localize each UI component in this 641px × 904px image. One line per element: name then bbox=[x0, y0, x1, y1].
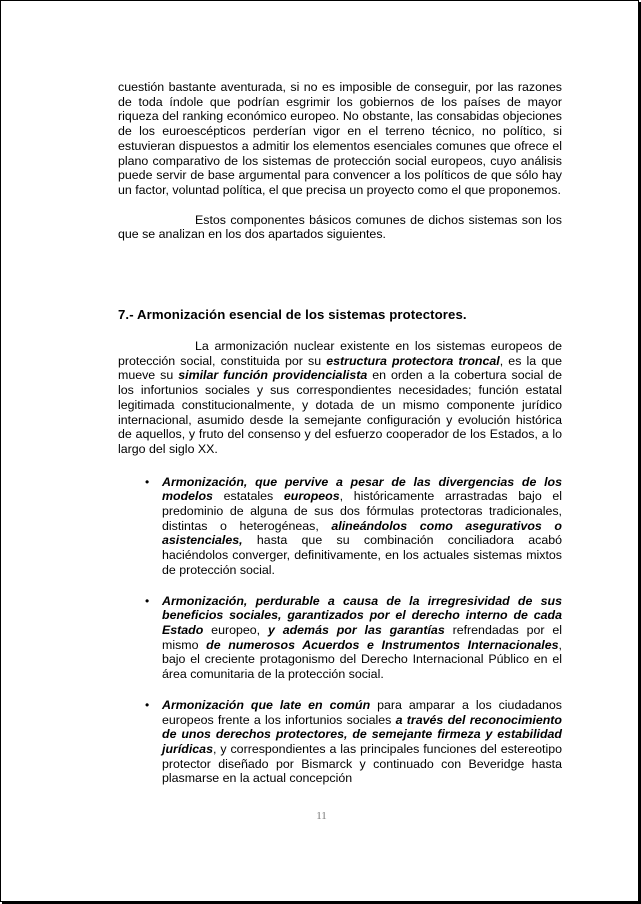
bullet-list bbox=[118, 475, 562, 786]
text-run: La armonización nuclear existente en los sistemas europeos de protección social, constituida por su bbox=[118, 339, 562, 368]
emphasis-text: a través del reconocimiento de unos derechos protectores, de semejante firmeza y estabilidad jurídicas bbox=[162, 712, 562, 756]
text-run: , es la que mueve su bbox=[118, 353, 562, 383]
text-run: refrendadas por el mismo bbox=[162, 622, 562, 652]
emphasis-text: Armonización, perdurable a causa de la irregresividad de sus beneficios sociales, garantizados por el derecho interno de cada Estado bbox=[162, 593, 562, 637]
section-heading: 7.- Armonización esencial de los sistemas protectores. bbox=[118, 307, 467, 323]
emphasis-text: Armonización que late en común bbox=[162, 697, 371, 712]
intro-paragraph: cuestión bastante aventurada, si no es imposible de conseguir, por las razones de toda índole que podrían esgrimir los gobiernos de los países de mayor riqueza del ranking económico europeo. No obstante, las consabidas objeciones de los euroescépticos perderían vigor en el terreno técnico, no político, si estuvieran dispuestos a admitir los elementos esenciales comunes que ofrece el plano comparativo de los sistemas de protección social europeos, cuyo análisis puede servir de base argumental para convencer a los políticos de que sólo hay un factor, voluntad política, el que precisa un proyecto como el que proponemos. bbox=[118, 80, 562, 197]
emphasis-text: de numerosos Acuerdos e Instrumentos Internacionales bbox=[206, 637, 559, 652]
page-content bbox=[118, 80, 562, 802]
emphasis-text: similar función providencialista bbox=[178, 368, 368, 383]
text-run: , y correspondientes a las principales funciones del estereotipo protector diseñado por Bismarck y continuado con Beveridge hasta plasmarse en la actual concepción bbox=[162, 741, 562, 786]
emphasis-text: estructura protectora troncal bbox=[326, 353, 500, 368]
page-number: 11 bbox=[316, 810, 327, 822]
emphasis-text: Armonización, que pervive a pesar de las divergencias de los modelos bbox=[162, 474, 562, 504]
text-run: en orden a la cobertura social de los infortunios sociales y sus correspondientes necesidades; función estatal legitimada constitucionalmente, y dotada de un mismo componente jurídico internacional, asumido desde la semejante configuración y evolución histórica de aquellos, y fruto del consenso y del esfuerzo cooperador de los Estados, a lo largo del siglo XX. bbox=[118, 368, 562, 456]
list-item bbox=[118, 475, 562, 578]
section-paragraph bbox=[118, 339, 562, 457]
emphasis-text: y además por las garantías bbox=[267, 622, 445, 637]
text-run: estatales bbox=[212, 489, 284, 504]
list-item bbox=[118, 698, 562, 786]
emphasis-text: alineándolos como asegurativos o asistenciales, bbox=[162, 518, 562, 548]
text-run: , históricamente arrastradas bajo el predominio de alguna de sus dos fórmulas protectoras tradicionales, distintas o heterogéneas, bbox=[162, 489, 562, 533]
components-paragraph: Estos componentes básicos comunes de dichos sistemas son los que se analizan en los dos apartados siguientes. bbox=[118, 212, 562, 242]
text-run: hasta que su combinación conciliadora acabó haciéndolos converger, definitivamente, en los actuales sistemas mixtos de protección social. bbox=[162, 533, 562, 577]
text-run: europeo, bbox=[203, 622, 268, 637]
list-item bbox=[118, 594, 562, 682]
text-run: , bajo el creciente protagonismo del Derecho Internacional Público en el área comunitaria de la protección social. bbox=[162, 637, 562, 682]
emphasis-text: europeos bbox=[283, 489, 340, 504]
text-run: para amparar a los ciudadanos europeos frente a los infortunios sociales bbox=[162, 697, 562, 727]
